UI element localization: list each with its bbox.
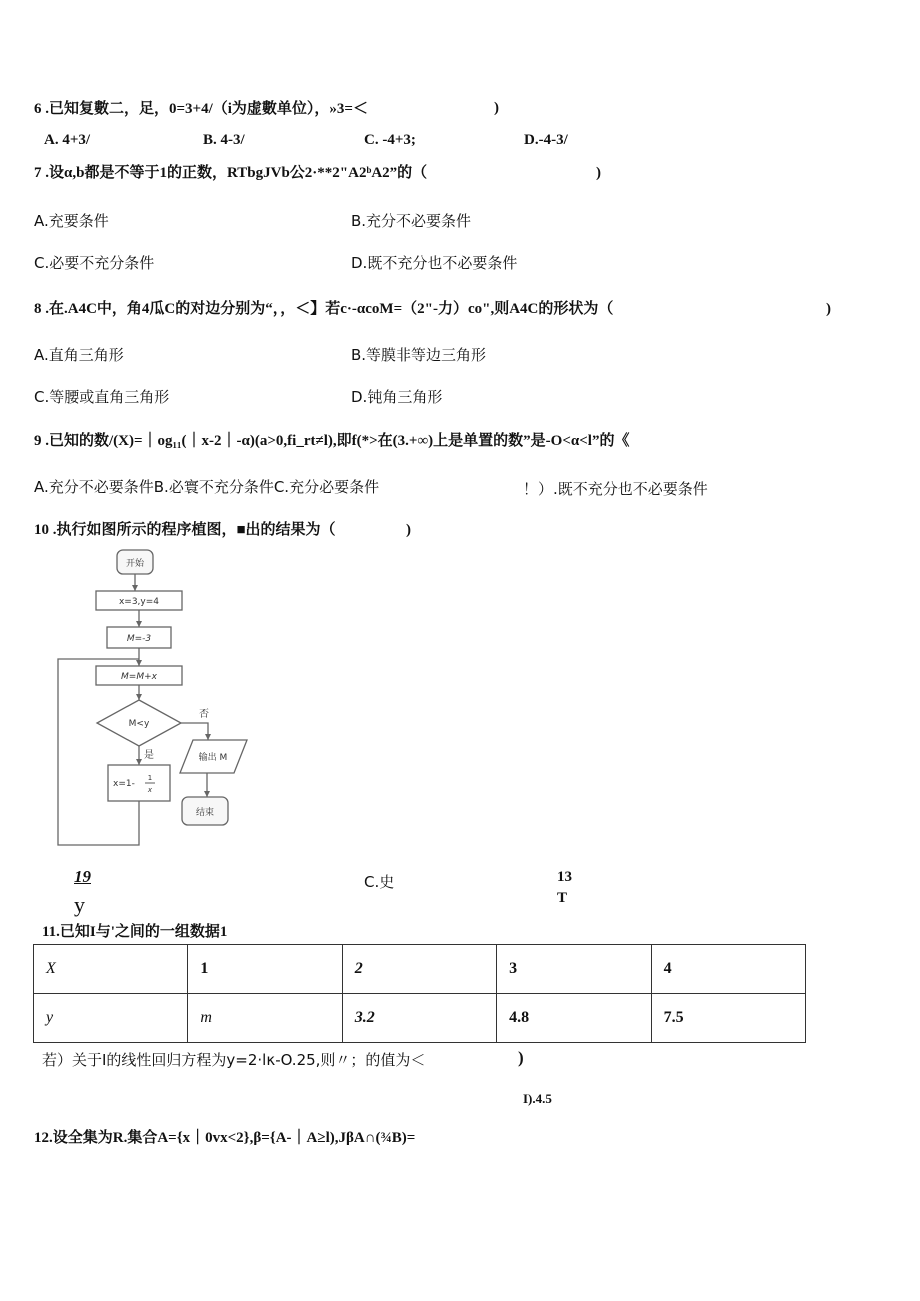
q7-option-a: A.充要条件	[34, 212, 109, 230]
flow-end-text: 结束	[195, 808, 215, 818]
q11-data-table	[33, 944, 806, 1043]
q9-stem: 9 .已知的数/(X)=｜og₁₁(｜x-2｜-α)(a>0,fi_rt≠l),即f(*>在(3.+∞)上是单置的数”是-O<α<l”的《	[34, 433, 630, 449]
q11-stem: 11.已知I与'之间的一组数据1	[42, 924, 228, 940]
q8-option-a: A.直角三角形	[34, 346, 124, 364]
flow-yes-label: 是	[144, 750, 154, 761]
table-cell: 4.8	[497, 994, 651, 1043]
q9-options-right: ！）.既不充分也不必要条件	[523, 480, 708, 498]
flow-start-text: 开始	[125, 559, 145, 569]
flow-condition-text: M<y	[128, 719, 150, 729]
q6-stem: 6 .已知复數二，足，0=3+4/（i为虚數单位），»3=＜	[34, 101, 368, 117]
q6-option-d: D.-4-3/	[524, 132, 568, 148]
table-cell: m	[188, 994, 342, 1043]
q8-option-b: B.等膜非等边三角形	[351, 346, 487, 364]
program-flowchart	[55, 545, 255, 850]
table-header-x: X	[34, 945, 188, 994]
q8-option-d: D.钝角三角形	[351, 388, 443, 406]
q11-option-d: I).4.5	[523, 1091, 552, 1106]
q8-stem: 8 .在.A4C中，角4瓜C的对边分别为“，，＜】若c·-αcoM=（2"-力）co",则A4C的形状为（	[34, 301, 614, 317]
q10-option-c: C.史	[364, 873, 395, 891]
q10-option-d-num: 13	[557, 869, 572, 885]
q6-option-a: A. 4+3/	[44, 132, 91, 148]
table-row	[34, 994, 806, 1043]
q12-stem: 12.设全集为R.集合A={x｜0vx<2},β={A-｜A≥l),JβA∩(¾B)=	[34, 1130, 416, 1146]
q10-option-a-den: y	[74, 892, 85, 917]
flow-update-text: M=M+x	[121, 672, 157, 682]
q7-stem: 7 .设α,b都是不等于1的正数，RTbgJVb公2·**2"A2ᵇA2”的（	[34, 165, 428, 181]
q10-stem: 10 .执行如图所示的程序植图，■出的结果为（	[34, 522, 336, 538]
q10-paren: )	[406, 522, 411, 538]
table-header-y: y	[34, 994, 188, 1043]
table-cell: 7.5	[651, 994, 805, 1043]
flow-assign-text: M=-3	[126, 634, 152, 644]
flow-step-frac-den: x	[147, 786, 153, 794]
q8-paren: )	[826, 301, 831, 317]
table-row	[34, 945, 806, 994]
flow-step-text: x=1-	[113, 779, 135, 789]
table-cell: 2	[342, 945, 496, 994]
q7-option-c: C.必要不充分条件	[34, 254, 155, 272]
table-cell: 1	[188, 945, 342, 994]
q7-option-b: B.充分不必要条件	[351, 212, 472, 230]
q6-option-c: C. -4+3;	[364, 132, 416, 148]
flow-no-label: 否	[199, 709, 209, 720]
q7-option-d: D.既不充分也不必要条件	[351, 254, 518, 272]
q10-option-a-num: 19	[74, 867, 91, 886]
table-cell: 4	[651, 945, 805, 994]
q6-option-b: B. 4-3/	[203, 132, 245, 148]
q6-paren: )	[494, 100, 499, 116]
q11-condition: 若）关于I的线性回归方程为y=2·lκ-O.25,则〃；的值为＜	[42, 1051, 426, 1069]
q9-options-left: A.充分不必要条件B.必寰不充分条件C.充分必要条件	[34, 478, 380, 496]
q8-option-c: C.等腰或直角三角形	[34, 388, 170, 406]
q11-paren: )	[518, 1048, 524, 1067]
flow-step-frac-num: 1	[147, 774, 153, 782]
table-cell: 3	[497, 945, 651, 994]
table-cell: 3.2	[342, 994, 496, 1043]
flow-output-text: 输出 M	[198, 753, 228, 763]
q7-paren: )	[596, 165, 601, 181]
q10-option-d-den: T	[557, 890, 568, 906]
flow-init-text: x=3,y=4	[118, 597, 160, 607]
